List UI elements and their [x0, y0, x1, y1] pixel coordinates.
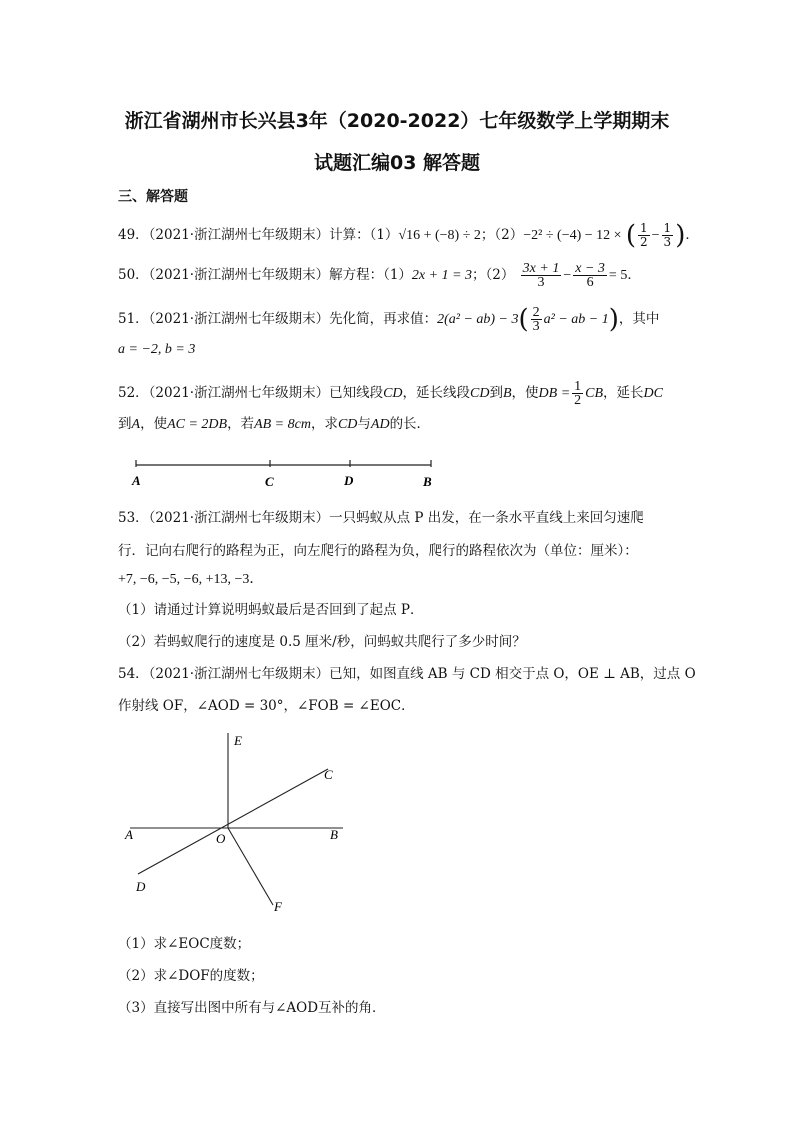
right-paren: ): [675, 220, 686, 251]
left-paren: (: [625, 220, 636, 251]
fraction: $\frac{3x + 1}{3}$: [522, 261, 560, 290]
fraction: $\frac{1}{2}$: [640, 221, 648, 249]
label-e: E: [234, 733, 242, 748]
question-54-part2: （2）求∠DOF的度数；: [118, 968, 264, 984]
question-52-line1: 52．（2021·浙江湖州七年级期末）已知线段CD，延长线段CD到B，使DB = $\frac{1}{2}$ CB，延长DC: [118, 379, 663, 408]
q51-expr: 2(a² − ab) − 3: [437, 312, 519, 327]
question-53-data: +7, −6, −5, −6, +13, −3．: [118, 572, 264, 587]
fraction: $\frac{1}{3}$: [663, 221, 672, 249]
section-heading: 三、解答题: [118, 189, 188, 205]
q51-values: a = −2, b = 3: [118, 342, 196, 357]
label-f: F: [274, 899, 282, 914]
page-subtitle: 试题汇编03 解答题: [313, 152, 481, 174]
line-cd: [138, 769, 328, 874]
question-53-part2: （2）若蚂蚁爬行的速度是 0.5 厘米/秒，问蚂蚁共爬行了多少时间？: [118, 634, 526, 650]
label-c: C: [265, 474, 274, 489]
segment-diagram: [128, 455, 448, 495]
label-a: A: [132, 473, 141, 488]
label-o: O: [216, 831, 226, 846]
q49-expr2: −2² ÷ (−4) − 12 ×: [523, 228, 622, 243]
question-54-line2: 作射线 OF，∠AOD = 30°，∠FOB = ∠EOC．: [118, 698, 415, 714]
label-a: A: [125, 827, 133, 842]
q50-prefix: 50．（2021·浙江湖州七年级期末）解方程：（1）: [118, 267, 412, 283]
question-49: 49．（2021·浙江湖州七年级期末）计算：（1）√16 + (−8) ÷ 2；（2）−2² ÷ (−4) − 12 × ( $\frac{1}{2}$ − $\frac{1}{3}$ )．: [118, 220, 699, 251]
question-54-part3: （3）直接写出图中所有与∠AOD互补的角．: [118, 1000, 386, 1016]
question-53-line2: 行．记向右爬行的路程为正，向左爬行的路程为负，爬行的路程依次为（单位：厘米）：: [118, 543, 638, 559]
fraction: $\frac{2}{3}$: [532, 305, 540, 334]
question-53-part1: （1）请通过计算说明蚂蚁最后是否回到了起点 P．: [118, 602, 424, 618]
q51-prefix: 51．（2021·浙江湖州七年级期末）先化简，再求值：: [118, 311, 438, 327]
label-d: D: [136, 879, 146, 894]
question-51: 51．（2021·浙江湖州七年级期末）先化简，再求值：2(a² − ab) − 3( $\frac{2}{3}$ a² − ab − 1)，其中: [118, 304, 660, 335]
question-53-line1: 53．（2021·浙江湖州七年级期末）一只蚂蚁从点 P 出发，在一条水平直线上来回匀速爬: [118, 510, 644, 526]
question-54-line1: 54．（2021·浙江湖州七年级期末）已知，如图直线 AB 与 CD 相交于点 O，OE ⊥ AB，过点 O: [118, 666, 696, 682]
q49-prefix: 49．（2021·浙江湖州七年级期末）计算：（1）: [118, 227, 399, 243]
fraction: $\frac{1}{2}$: [574, 379, 582, 408]
question-52-line2: 到A，使AC = 2DB，若AB = 8cm，求CD与AD的长．: [118, 416, 431, 432]
question-54-part1: （1）求∠EOC度数；: [118, 936, 251, 952]
q50-expr1: 2x + 1 = 3: [411, 268, 473, 283]
ray-of: [228, 828, 273, 905]
fraction: $\frac{x - 3}{6}$: [575, 261, 605, 290]
q49-expr1: √16 + (−8) ÷ 2: [398, 228, 481, 243]
label-c: C: [324, 767, 333, 782]
question-50: 50．（2021·浙江湖州七年级期末）解方程：（1）2x + 1 = 3；（2） $\frac{3x + 1}{3}$ − $\frac{x - 3}{6}$ = 5．: [118, 261, 641, 290]
label-d: D: [344, 473, 354, 488]
label-b: B: [330, 827, 338, 842]
angle-diagram: [118, 725, 358, 920]
q49-mid: ；（2）: [480, 227, 524, 243]
page-title: 浙江省湖州市长兴县3年（2020-2022）七年级数学上学期期末: [124, 110, 670, 132]
label-b: B: [423, 474, 432, 489]
